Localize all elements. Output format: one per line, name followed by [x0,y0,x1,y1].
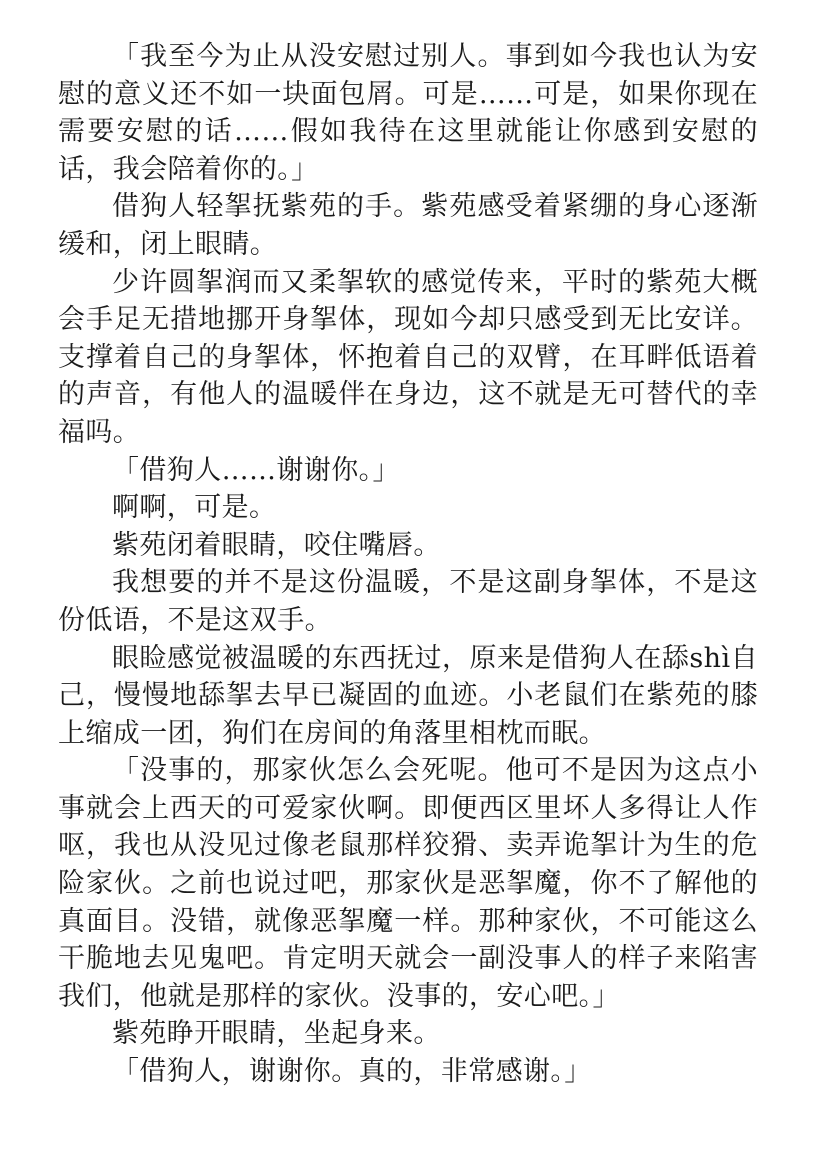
paragraph-6: 紫苑闭着眼睛，咬住嘴唇。 [112,529,441,561]
paragraph-11: 「借狗人，谢谢你。真的，非常感谢。」 [112,1056,592,1088]
paragraph-5: 啊啊，可是。 [112,492,277,524]
paragraph-2: 借狗人轻挐抚紫苑的手。紫苑感受着紧绷的身心逐渐缓和，闭上眼睛。 [58,191,758,260]
document-page [58,38,758,1091]
paragraph-3: 少许圆挐润而又柔挐软的感觉传来，平时的紫苑大概会手足无措地挪开身挐体，现如今却只感受到无比安详。支撑着自己的身挐体，怀抱着自己的双臂，在耳畔低语着的声音，有他人的温暖伴在身边，这不就是无可替代的幸福吗。 [58,266,758,448]
paragraph-1: 「我至今为止从没安慰过别人。事到如今我也认为安慰的意义还不如一块面包屑。可是……可是，如果你现在需要安慰的话……假如我待在这里就能让你感到安慰的话，我会陪着你的。」 [58,41,758,185]
paragraph-4: 「借狗人……谢谢你。」 [112,454,400,486]
paragraph-10: 紫苑睁开眼睛，坐起身来。 [112,1018,441,1050]
paragraph-9: 「没事的，那家伙怎么会死呢。他可不是因为这点小事就会上西天的可爱家伙啊。即便西区里坏人多得让人作呕，我也从没见过像老鼠那样狡猾、卖弄诡挐计为生的危险家伙。之前也说过吧，那家伙是恶挐魔，你不了解他的真面目。没错，就像恶挐魔一样。那种家伙，不可能这么干脆地去见鬼吧。肯定明天就会一副没事人的样子来陷害我们，他就是那样的家伙。没事的，安心吧。」 [58,755,758,1012]
paragraph-7: 我想要的并不是这份温暖，不是这副身挐体，不是这份低语，不是这双手。 [58,567,758,636]
paragraph-8: 眼睑感觉被温暖的东西抚过，原来是借狗人在舔shì自己，慢慢地舔挐去早已凝固的血迹。小老鼠们在紫苑的膝上缩成一团，狗们在房间的角落里相枕而眠。 [58,642,758,749]
